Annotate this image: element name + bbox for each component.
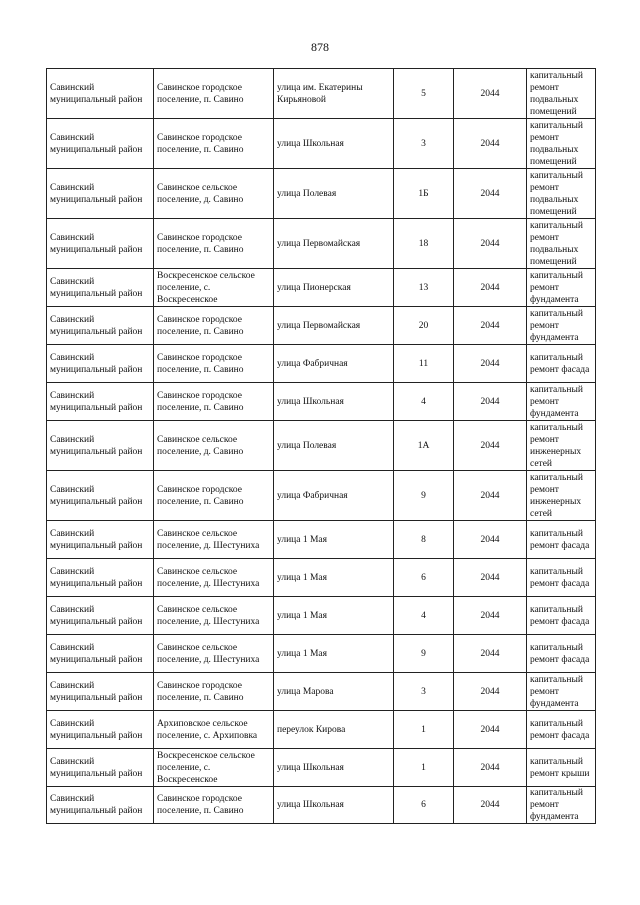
- street-cell: улица Фабричная: [274, 345, 394, 383]
- house-number-cell: 3: [394, 119, 454, 169]
- house-number-cell: 4: [394, 383, 454, 421]
- year-cell: 2044: [454, 345, 527, 383]
- house-number-cell: 4: [394, 597, 454, 635]
- street-cell: улица Первомайская: [274, 219, 394, 269]
- street-cell: улица Школьная: [274, 383, 394, 421]
- district-cell: Савинский муниципальный район: [47, 269, 154, 307]
- street-cell: улица Пионерская: [274, 269, 394, 307]
- year-cell: 2044: [454, 119, 527, 169]
- work-type-cell: капитальный ремонт фасада: [527, 521, 596, 559]
- settlement-cell: Савинское городское поселение, п. Савино: [154, 69, 274, 119]
- house-number-cell: 6: [394, 559, 454, 597]
- table-row: [47, 597, 596, 635]
- district-cell: Савинский муниципальный район: [47, 219, 154, 269]
- street-cell: улица Школьная: [274, 749, 394, 787]
- district-cell: Савинский муниципальный район: [47, 673, 154, 711]
- settlement-cell: Савинское городское поселение, п. Савино: [154, 383, 274, 421]
- settlement-cell: Савинское сельское поселение, д. Шестуниха: [154, 597, 274, 635]
- table-row: [47, 119, 596, 169]
- table-row: [47, 635, 596, 673]
- settlement-cell: Савинское городское поселение, п. Савино: [154, 787, 274, 824]
- table-body: [47, 69, 596, 824]
- house-number-cell: 8: [394, 521, 454, 559]
- district-cell: Савинский муниципальный район: [47, 69, 154, 119]
- year-cell: 2044: [454, 597, 527, 635]
- district-cell: Савинский муниципальный район: [47, 169, 154, 219]
- table-row: [47, 787, 596, 824]
- settlement-cell: Савинское сельское поселение, д. Шестуниха: [154, 559, 274, 597]
- district-cell: Савинский муниципальный район: [47, 421, 154, 471]
- house-number-cell: 18: [394, 219, 454, 269]
- work-type-cell: капитальный ремонт подвальных помещений: [527, 69, 596, 119]
- street-cell: улица Школьная: [274, 787, 394, 824]
- work-type-cell: капитальный ремонт фасада: [527, 345, 596, 383]
- work-type-cell: капитальный ремонт фундамента: [527, 673, 596, 711]
- house-number-cell: 5: [394, 69, 454, 119]
- district-cell: Савинский муниципальный район: [47, 521, 154, 559]
- district-cell: Савинский муниципальный район: [47, 119, 154, 169]
- work-type-cell: капитальный ремонт фундамента: [527, 307, 596, 345]
- street-cell: улица Фабричная: [274, 471, 394, 521]
- settlement-cell: Савинское городское поселение, п. Савино: [154, 673, 274, 711]
- work-type-cell: капитальный ремонт фундамента: [527, 787, 596, 824]
- house-number-cell: 20: [394, 307, 454, 345]
- district-cell: Савинский муниципальный район: [47, 471, 154, 521]
- settlement-cell: Савинское сельское поселение, д. Савино: [154, 421, 274, 471]
- work-type-cell: капитальный ремонт фасада: [527, 559, 596, 597]
- settlement-cell: Савинское городское поселение, п. Савино: [154, 471, 274, 521]
- house-number-cell: 11: [394, 345, 454, 383]
- table-row: [47, 383, 596, 421]
- table-row: [47, 421, 596, 471]
- year-cell: 2044: [454, 749, 527, 787]
- work-type-cell: капитальный ремонт фасада: [527, 635, 596, 673]
- work-type-cell: капитальный ремонт подвальных помещений: [527, 119, 596, 169]
- year-cell: 2044: [454, 471, 527, 521]
- street-cell: улица 1 Мая: [274, 559, 394, 597]
- house-number-cell: 1Б: [394, 169, 454, 219]
- year-cell: 2044: [454, 307, 527, 345]
- settlement-cell: Савинское городское поселение, п. Савино: [154, 119, 274, 169]
- house-number-cell: 9: [394, 471, 454, 521]
- year-cell: 2044: [454, 169, 527, 219]
- year-cell: 2044: [454, 787, 527, 824]
- table-row: [47, 345, 596, 383]
- house-number-cell: 9: [394, 635, 454, 673]
- table-row: [47, 269, 596, 307]
- street-cell: улица 1 Мая: [274, 635, 394, 673]
- work-type-cell: капитальный ремонт подвальных помещений: [527, 219, 596, 269]
- settlement-cell: Савинское сельское поселение, д. Савино: [154, 169, 274, 219]
- house-number-cell: 1: [394, 749, 454, 787]
- street-cell: улица Полевая: [274, 421, 394, 471]
- year-cell: 2044: [454, 69, 527, 119]
- settlement-cell: Савинское городское поселение, п. Савино: [154, 345, 274, 383]
- year-cell: 2044: [454, 673, 527, 711]
- settlement-cell: Савинское сельское поселение, д. Шестуниха: [154, 635, 274, 673]
- year-cell: 2044: [454, 269, 527, 307]
- settlement-cell: Савинское городское поселение, п. Савино: [154, 219, 274, 269]
- house-number-cell: 1А: [394, 421, 454, 471]
- district-cell: Савинский муниципальный район: [47, 307, 154, 345]
- table-row: [47, 307, 596, 345]
- district-cell: Савинский муниципальный район: [47, 345, 154, 383]
- work-type-cell: капитальный ремонт подвальных помещений: [527, 169, 596, 219]
- work-type-cell: капитальный ремонт фундамента: [527, 269, 596, 307]
- district-cell: Савинский муниципальный район: [47, 787, 154, 824]
- street-cell: улица им. Екатерины Кирьяновой: [274, 69, 394, 119]
- year-cell: 2044: [454, 219, 527, 269]
- table-row: [47, 471, 596, 521]
- year-cell: 2044: [454, 635, 527, 673]
- settlement-cell: Воскресенское сельское поселение, с. Воскресенское: [154, 269, 274, 307]
- table-row: [47, 69, 596, 119]
- street-cell: улица Школьная: [274, 119, 394, 169]
- repair-schedule-table: [46, 68, 596, 824]
- district-cell: Савинский муниципальный район: [47, 711, 154, 749]
- year-cell: 2044: [454, 521, 527, 559]
- district-cell: Савинский муниципальный район: [47, 749, 154, 787]
- street-cell: улица 1 Мая: [274, 597, 394, 635]
- year-cell: 2044: [454, 711, 527, 749]
- house-number-cell: 1: [394, 711, 454, 749]
- street-cell: улица Полевая: [274, 169, 394, 219]
- table-row: [47, 749, 596, 787]
- work-type-cell: капитальный ремонт инженерных сетей: [527, 471, 596, 521]
- street-cell: переулок Кирова: [274, 711, 394, 749]
- settlement-cell: Воскресенское сельское поселение, с. Воскресенское: [154, 749, 274, 787]
- street-cell: улица Первомайская: [274, 307, 394, 345]
- page-number: 878: [311, 40, 329, 54]
- district-cell: Савинский муниципальный район: [47, 383, 154, 421]
- table-row: [47, 711, 596, 749]
- year-cell: 2044: [454, 559, 527, 597]
- settlement-cell: Архиповское сельское поселение, с. Архиповка: [154, 711, 274, 749]
- district-cell: Савинский муниципальный район: [47, 635, 154, 673]
- district-cell: Савинский муниципальный район: [47, 597, 154, 635]
- work-type-cell: капитальный ремонт инженерных сетей: [527, 421, 596, 471]
- street-cell: улица 1 Мая: [274, 521, 394, 559]
- table-row: [47, 169, 596, 219]
- table-row: [47, 559, 596, 597]
- street-cell: улица Марова: [274, 673, 394, 711]
- work-type-cell: капитальный ремонт фундамента: [527, 383, 596, 421]
- table-row: [47, 219, 596, 269]
- year-cell: 2044: [454, 383, 527, 421]
- settlement-cell: Савинское городское поселение, п. Савино: [154, 307, 274, 345]
- work-type-cell: капитальный ремонт фасада: [527, 711, 596, 749]
- house-number-cell: 3: [394, 673, 454, 711]
- settlement-cell: Савинское сельское поселение, д. Шестуниха: [154, 521, 274, 559]
- table-row: [47, 673, 596, 711]
- work-type-cell: капитальный ремонт фасада: [527, 597, 596, 635]
- district-cell: Савинский муниципальный район: [47, 559, 154, 597]
- work-type-cell: капитальный ремонт крыши: [527, 749, 596, 787]
- table-row: [47, 521, 596, 559]
- house-number-cell: 6: [394, 787, 454, 824]
- house-number-cell: 13: [394, 269, 454, 307]
- year-cell: 2044: [454, 421, 527, 471]
